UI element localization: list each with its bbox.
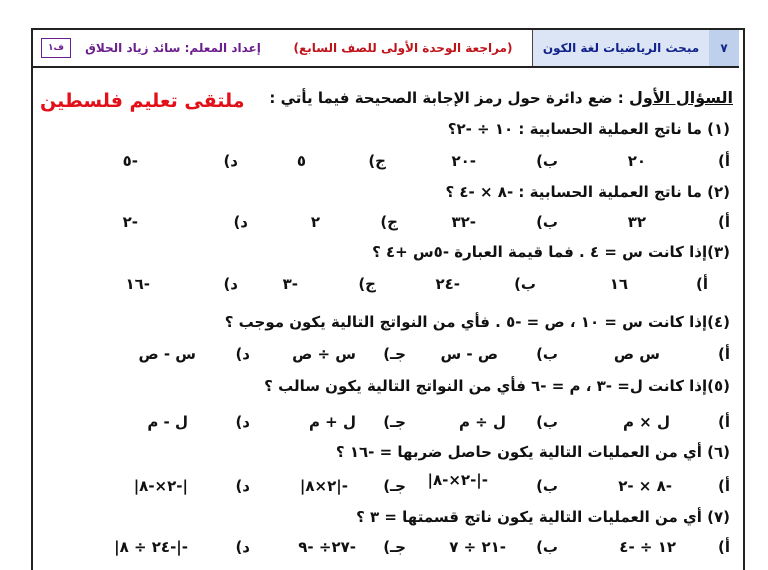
option-letter[interactable]: د) [223, 152, 238, 170]
item-text: ما ناتج العملية الحسابية : ١٠ ÷ -٢؟ [447, 120, 702, 138]
option-value[interactable]: ل ÷ م [458, 413, 506, 431]
option-letter[interactable]: ب) [514, 275, 536, 293]
option-letter[interactable]: د) [235, 538, 250, 556]
option-value[interactable]: -٢١ ÷ ٧ [449, 538, 506, 556]
option-letter[interactable]: أ) [718, 213, 730, 231]
option-letter[interactable]: د) [233, 213, 248, 231]
item-number: (٤) [707, 313, 730, 331]
option-value[interactable]: |-٢×-٨| [133, 477, 188, 495]
option-value[interactable]: -٣٢ [451, 213, 476, 231]
item-number: (٧) [707, 508, 730, 526]
option-letter[interactable]: أ) [718, 538, 730, 556]
question-item [445, 183, 730, 201]
option-letter[interactable]: ب) [536, 538, 558, 556]
option-value[interactable]: -١٦ [125, 275, 150, 293]
question-heading [269, 88, 733, 107]
item-text: إذا كانت س = ٤ . فما قيمة العبارة -٥س +٤ ؟ [372, 243, 708, 261]
option-value[interactable]: -٨ × -٢ [618, 477, 672, 495]
option-letter[interactable]: أ) [696, 275, 708, 293]
item-text: إذا كانت ل= -٣ ، م = -٦ فأي من النواتج التالية يكون سالب ؟ [264, 377, 708, 395]
item-number: (٢) [707, 183, 730, 201]
option-value[interactable]: ٢٠ [627, 152, 646, 170]
option-value[interactable]: ١٢ ÷ -٤ [619, 538, 676, 556]
option-value[interactable]: ص - س [440, 345, 498, 363]
header-teacher: إعداد المعلم: سائد زياد الحلاق [85, 41, 261, 55]
option-letter[interactable]: ب) [536, 413, 558, 431]
option-letter[interactable]: جـ) [383, 345, 406, 363]
option-letter[interactable]: ب) [536, 213, 558, 231]
option-letter[interactable]: د) [235, 345, 250, 363]
option-value[interactable]: -|٢×٨| [299, 477, 348, 495]
question-item [264, 377, 730, 395]
forum-watermark: ملتقى تعليم فلسطين [40, 90, 245, 112]
option-value[interactable]: -٢ [122, 213, 138, 231]
header-subject-title: مبحث الرياضيات لغة الكون [532, 30, 709, 66]
option-value[interactable]: ٢ [310, 213, 320, 231]
worksheet-header [33, 30, 739, 68]
item-number: (٦) [707, 443, 730, 461]
option-value[interactable]: -٢٧÷ -٩ [298, 538, 356, 556]
item-number: (٥) [707, 377, 730, 395]
option-value[interactable]: س ص [613, 345, 660, 363]
item-text: إذا كانت س = ١٠ ، ص = -٥ . فأي من النواتج التالية يكون موجب ؟ [224, 313, 708, 331]
option-letter[interactable]: أ) [718, 345, 730, 363]
option-value[interactable]: -٢٠ [451, 152, 476, 170]
option-letter[interactable]: جـ) [383, 413, 406, 431]
option-value[interactable]: -|-٢٤ ÷ ٨| [114, 538, 188, 556]
option-value[interactable]: ل × م [622, 413, 670, 431]
option-value[interactable]: س ÷ ص [292, 345, 356, 363]
option-letter[interactable]: د) [223, 275, 238, 293]
option-letter[interactable]: د) [235, 477, 250, 495]
item-number: (١) [707, 120, 730, 138]
option-letter[interactable]: جـ) [383, 477, 406, 495]
question-item [448, 120, 730, 138]
option-letter[interactable]: أ) [718, 477, 730, 495]
question-instruction: : ضع دائرة حول رمز الإجابة الصحيحة فيما يأتي : [269, 89, 630, 107]
option-letter[interactable]: أ) [718, 152, 730, 170]
item-text: ما ناتج العملية الحسابية : -٨ × -٤ ؟ [445, 183, 702, 201]
item-text: أي من العمليات التالية يكون ناتج قسمتها = ٣ ؟ [356, 508, 702, 526]
header-page-box: ف١ [41, 38, 71, 58]
option-value[interactable]: ٥ [296, 152, 306, 170]
option-value[interactable]: ١٦ [609, 275, 628, 293]
item-number: (٣) [707, 243, 730, 261]
option-value[interactable]: ٣٢ [627, 213, 646, 231]
option-letter[interactable]: جـ) [383, 538, 406, 556]
item-text: أي من العمليات التالية يكون حاصل ضربها = -١٦ ؟ [335, 443, 702, 461]
header-review-title: (مراجعة الوحدة الأولى للصف السابع) [293, 41, 513, 55]
question-item [225, 313, 730, 331]
option-value[interactable]: ل + م [308, 413, 356, 431]
option-value[interactable]: س - ص [138, 345, 196, 363]
option-value[interactable]: ل - م [147, 413, 188, 431]
option-letter[interactable]: ج) [380, 213, 398, 231]
option-value[interactable]: -٢٤ [435, 275, 460, 293]
option-letter[interactable]: ب) [536, 152, 558, 170]
option-letter[interactable]: د) [235, 413, 250, 431]
question-item [356, 508, 730, 526]
option-value[interactable]: -٥ [122, 152, 138, 170]
option-value[interactable]: -|-٢×-٨| [427, 471, 488, 489]
question-item [336, 443, 730, 461]
question-title: السؤال الأول [629, 88, 733, 107]
option-letter[interactable]: أ) [718, 413, 730, 431]
option-value[interactable]: -٣ [282, 275, 298, 293]
question-item [372, 243, 730, 261]
option-letter[interactable]: ج) [358, 275, 376, 293]
option-letter[interactable]: ب) [536, 345, 558, 363]
option-letter[interactable]: ج) [368, 152, 386, 170]
header-number: ٧ [708, 30, 739, 66]
option-letter[interactable]: ب) [536, 477, 558, 495]
